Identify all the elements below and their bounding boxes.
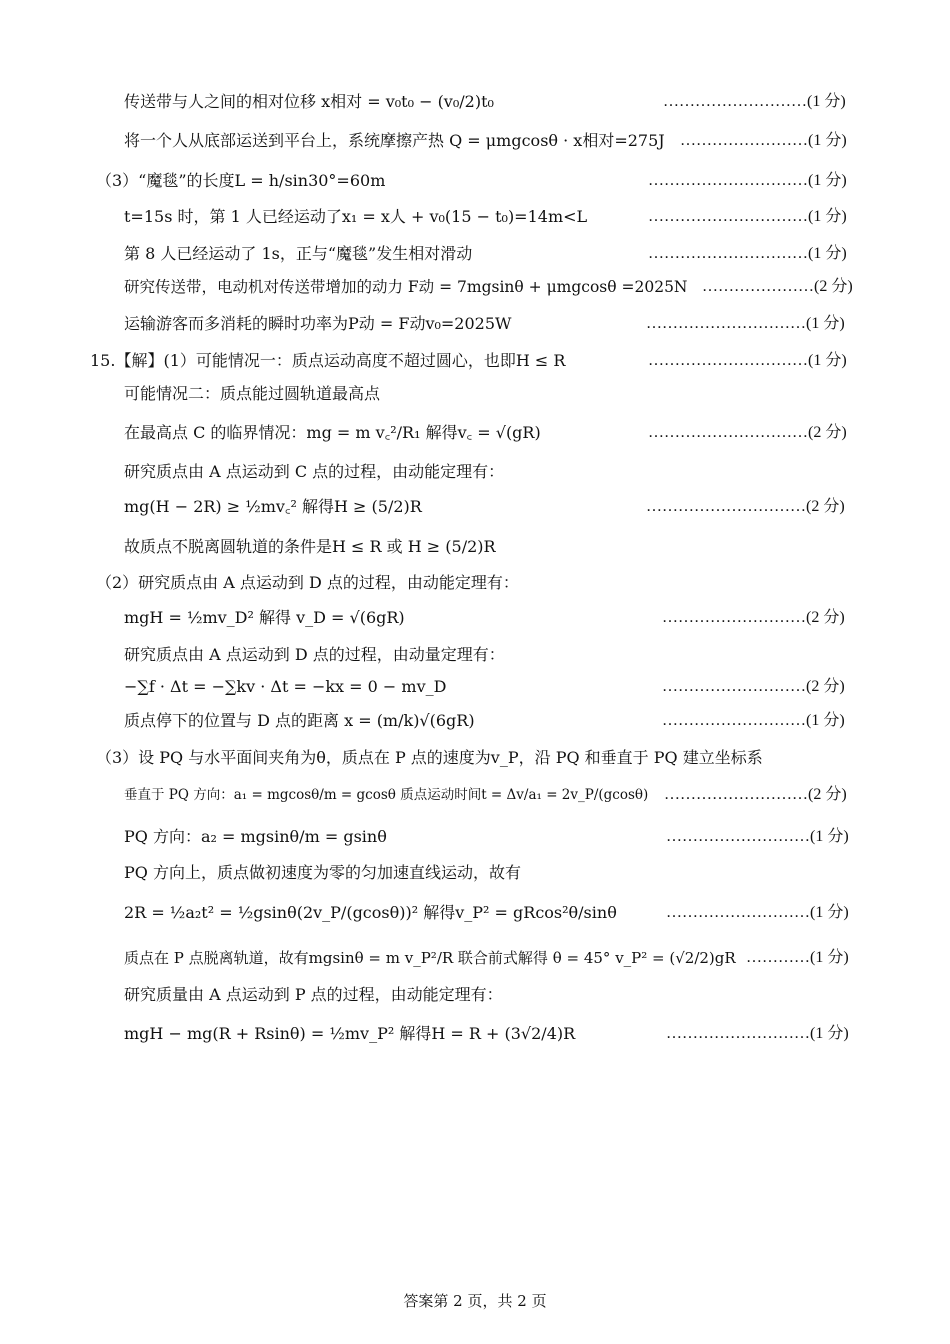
line-text: 研究传送带，电动机对传送带增加的动力 F动 = 7mgsinθ + μmgcosθ =2025N — [124, 278, 688, 296]
score-dots: …………………………(1 分) — [648, 208, 847, 225]
score-dots: …………………………(1 分) — [648, 352, 847, 369]
score-dots: ………………………(1 分) — [666, 828, 849, 845]
line-text: 质点停下的位置与 D 点的距离 x = (m/k)√(6gR) — [124, 711, 475, 730]
line-final-h — [0, 1017, 950, 1051]
line-text: 垂直于 PQ 方向：a₁ = mgcosθ/m = gcosθ 质点运动时间t = Δv/a₁ = 2v_P/(gcosθ) — [124, 787, 649, 803]
line-2r-equation — [0, 896, 950, 930]
line-text: PQ 方向上，质点做初速度为零的匀加速直线运动，故有 — [124, 863, 521, 882]
score-dots: …………(1 分) — [746, 949, 849, 966]
line-text: 研究质量由 A 点运动到 P 点的过程，由动能定理有： — [124, 985, 503, 1004]
line-text: 运输游客而多消耗的瞬时功率为P动 = F动v₀=2025W — [124, 314, 512, 333]
score-dots: ………………………(1 分) — [666, 1025, 849, 1042]
line-text: （2）研究质点由 A 点运动到 D 点的过程，由动能定理有： — [96, 573, 519, 592]
line-text: 研究质点由 A 点运动到 C 点的过程，由动能定理有： — [124, 462, 505, 481]
line-text: 可能情况二：质点能过圆轨道最高点 — [124, 384, 381, 403]
line-text: （3）“魔毯”的长度L = h/sin30°=60m — [96, 171, 386, 190]
line-q15-case-two — [0, 377, 950, 411]
score-dots: …………………………(1 分) — [646, 315, 845, 332]
line-text: 第 8 人已经运动了 1s，正与“魔毯”发生相对滑动 — [124, 244, 473, 263]
line-motor-force — [0, 270, 950, 304]
score-dots: ………………………(1 分) — [663, 93, 846, 110]
line-text: 在最高点 C 的临界情况：mg = m v꜀²/R₁ 解得v꜀ = √(gR) — [124, 423, 541, 442]
score-dots: ………………………(1 分) — [662, 712, 845, 729]
line-text: t=15s 时，第 1 人已经运动了x₁ = x人 + v₀(15 − t₀)=14m<L — [124, 207, 588, 226]
line-part-two-intro — [0, 566, 950, 600]
line-text: 15.【解】(1）可能情况一：质点运动高度不超过圆心，也即H ≤ R — [90, 351, 566, 370]
line-energy-inequality — [0, 490, 950, 524]
line-q15-case-one — [0, 344, 950, 378]
line-text: mgH = ½mv_D² 解得 v_D = √(6gR) — [124, 608, 405, 627]
line-perpendicular — [0, 778, 950, 812]
line-momentum-equation — [0, 670, 950, 704]
score-dots: …………………………(1 分) — [648, 245, 847, 262]
line-carpet-length — [0, 164, 950, 198]
score-dots: ………………………(1 分) — [666, 904, 849, 921]
line-instant-power — [0, 307, 950, 341]
line-text: 质点在 P 点脱离轨道，故有mgsinθ = m v_P²/R 联合前式解得 θ = 45° v_P² = (√2/2)gR — [124, 949, 736, 967]
line-first-person — [0, 200, 950, 234]
line-stop-distance — [0, 704, 950, 738]
line-momentum-intro — [0, 638, 950, 672]
score-dots: ………………………(2 分) — [662, 609, 845, 626]
line-a-to-p — [0, 978, 950, 1012]
score-dots: ……………………(1 分) — [680, 132, 847, 149]
line-condition — [0, 530, 950, 564]
line-text: 传送带与人之间的相对位移 x相对 = v₀t₀ − (v₀/2)t₀ — [124, 92, 494, 111]
line-text: 研究质点由 A 点运动到 D 点的过程，由动量定理有： — [124, 645, 505, 664]
score-dots: ………………………(2 分) — [664, 786, 847, 803]
score-dots: …………………(2 分) — [702, 278, 853, 295]
line-eighth-person — [0, 237, 950, 271]
line-text: PQ 方向：a₂ = mgsinθ/m = gsinθ — [124, 827, 387, 846]
line-text: mg(H − 2R) ≥ ½mv꜀² 解得H ≥ (5/2)R — [124, 497, 422, 516]
line-text: 将一个人从底部运送到平台上，系统摩擦产热 Q = μmgcosθ · x相对=275J — [124, 131, 665, 150]
score-dots: …………………………(1 分) — [648, 172, 847, 189]
line-friction-heat — [0, 124, 950, 158]
line-part-three-intro — [0, 741, 950, 775]
line-a-to-c — [0, 455, 950, 489]
line-vd — [0, 601, 950, 635]
line-text: mgH − mg(R + Rsinθ) = ½mv_P² 解得H = R + (3√2/4)R — [124, 1024, 576, 1043]
line-text: （3）设 PQ 与水平面间夹角为θ，质点在 P 点的速度为v_P，沿 PQ 和垂直于 PQ 建立坐标系 — [96, 748, 763, 767]
line-pq-direction — [0, 820, 950, 854]
score-dots: ………………………(2 分) — [662, 678, 845, 695]
line-text: 2R = ½a₂t² = ½gsinθ(2v_P/(gcosθ))² 解得v_P² = gRcos²θ/sinθ — [124, 903, 617, 922]
line-text: −∑f · Δt = −∑kv · Δt = −kx = 0 − mv_D — [124, 677, 447, 696]
line-text: 故质点不脱离圆轨道的条件是H ≤ R 或 H ≥ (5/2)R — [124, 537, 496, 556]
line-relative-displacement — [0, 85, 950, 119]
line-critical-point-c — [0, 416, 950, 450]
line-uniform-acceleration — [0, 856, 950, 890]
line-detach-condition — [0, 941, 950, 975]
page-footer: 答案第 2 页，共 2 页 — [403, 1292, 547, 1310]
score-dots: …………………………(2 分) — [646, 498, 845, 515]
score-dots: …………………………(2 分) — [648, 424, 847, 441]
